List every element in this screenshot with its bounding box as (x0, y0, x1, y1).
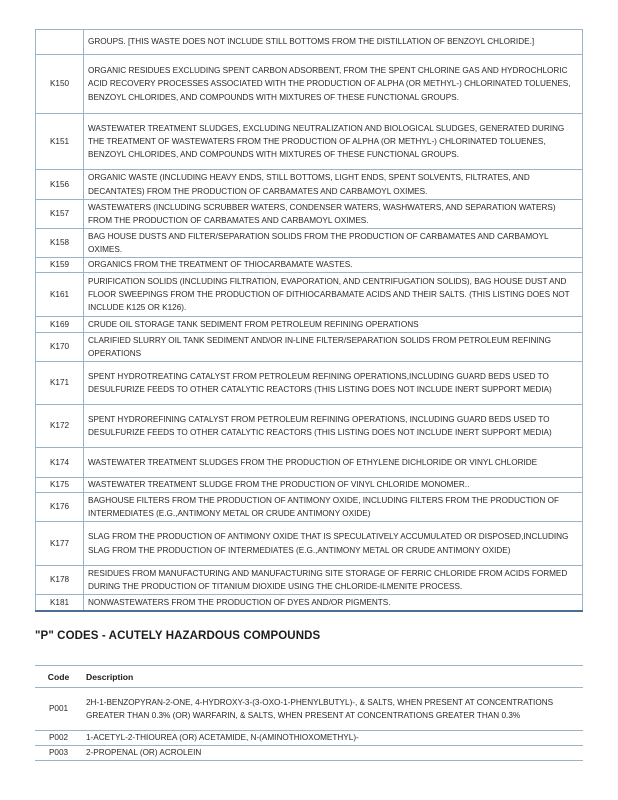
description-column-header: Description (82, 666, 583, 688)
table-row (36, 114, 583, 170)
waste-code: P002 (35, 731, 82, 746)
waste-description: WASTEWATER TREATMENT SLUDGE FROM THE PRODUCTION OF VINYL CHLORIDE MONOMER.. (84, 478, 583, 493)
waste-description: BAGHOUSE FILTERS FROM THE PRODUCTION OF ANTIMONY OXIDE, INCLUDING FILTERS FROM THE PRODUCTION OF INTERMEDIATES (E.G.,ANTIMONY METAL OR CRUDE ANTIMONY OXIDE) (84, 493, 583, 522)
waste-description: NONWASTEWATERS FROM THE PRODUCTION OF DYES AND/OR PIGMENTS. (84, 595, 583, 611)
waste-code: K172 (36, 405, 84, 448)
k-codes-table (35, 29, 583, 612)
table-row (35, 746, 583, 761)
waste-code: K161 (36, 273, 84, 317)
waste-description: BAG HOUSE DUSTS AND FILTER/SEPARATION SOLIDS FROM THE PRODUCTION OF CARBAMATES AND CARBAMOYL OXIMES. (84, 229, 583, 258)
table-row (36, 55, 583, 114)
waste-description: CRUDE OIL STORAGE TANK SEDIMENT FROM PETROLEUM REFINING OPERATIONS (84, 317, 583, 333)
waste-description: SPENT HYDROTREATING CATALYST FROM PETROLEUM REFINING OPERATIONS,INCLUDING GUARD BEDS USED TO DESULFURIZE FEEDS TO OTHER CATALYTIC REACTORS (THIS LISTING DOES NOT INCLUDE INERT SUPPORT MEDIA) (84, 362, 583, 405)
waste-code: P003 (35, 746, 82, 761)
waste-description: 2H-1-BENZOPYRAN-2-ONE, 4-HYDROXY-3-(3-OXO-1-PHENYLBUTYL)-, & SALTS, WHEN PRESENT AT CONCENTRATIONS GREATER THAN 0.3% (OR) WARFARIN, & SALTS, WHEN PRESENT AT CONCENTRATIONS GREATER THAN 0.3% (82, 688, 583, 731)
waste-description: SLAG FROM THE PRODUCTION OF ANTIMONY OXIDE THAT IS SPECULATIVELY ACCUMULATED OR DISPOSED,INCLUDING SLAG FROM THE PRODUCTION OF INTERMEDIATES (E.G.,ANTIMONY METAL OR CRUDE ANTIMONY OXIDE) (84, 522, 583, 566)
table-row (36, 170, 583, 200)
table-row (36, 333, 583, 362)
waste-description: SPENT HYDROREFINING CATALYST FROM PETROLEUM REFINING OPERATIONS, INCLUDING GUARD BEDS USED TO DESULFURIZE FEEDS TO OTHER CATALYTIC REACTORS (THIS LISTING DOES NOT INCLUDE INERT SUPPORT MEDIA) (84, 405, 583, 448)
waste-description: ORGANICS FROM THE TREATMENT OF THIOCARBAMATE WASTES. (84, 258, 583, 273)
table-row (36, 595, 583, 611)
table-header-row (35, 666, 583, 688)
table-row (36, 258, 583, 273)
waste-description: CLARIFIED SLURRY OIL TANK SEDIMENT AND/OR IN-LINE FILTER/SEPARATION SOLIDS FROM PETROLEUM REFINING OPERATIONS (84, 333, 583, 362)
waste-code: K157 (36, 200, 84, 229)
table-row (36, 362, 583, 405)
table-row (36, 448, 583, 478)
waste-code (36, 30, 84, 55)
table-row (36, 273, 583, 317)
waste-code: K151 (36, 114, 84, 170)
waste-description: PURIFICATION SOLIDS (INCLUDING FILTRATION, EVAPORATION, AND CENTRIFUGATION SOLIDS), BAG HOUSE DUST AND FLOOR SWEEPINGS FROM THE PRODUCTION OF DITHIOCARBAMATE ACIDS AND THEIR SALTS. (THIS LISTING DOES NOT INCLUDE K125 OR K126). (84, 273, 583, 317)
waste-description: GROUPS. [THIS WASTE DOES NOT INCLUDE STILL BOTTOMS FROM THE DISTILLATION OF BENZOYL CHLORIDE.] (84, 30, 583, 55)
waste-code: K170 (36, 333, 84, 362)
table-row (35, 688, 583, 731)
table-row (35, 731, 583, 746)
table-row (36, 317, 583, 333)
table-row (36, 405, 583, 448)
waste-description: WASTEWATER TREATMENT SLUDGES, EXCLUDING NEUTRALIZATION AND BIOLOGICAL SLUDGES, GENERATED DURING THE TREATMENT OF WASTEWATERS FROM THE PRODUCTION OF ALPHA (OR METHYL-) CHLORINATED TOLUENES, BENZOYL CHLORIDES, AND COMPOUNDS WITH MIXTURES OF THESE FUNCTIONAL GROUPS. (84, 114, 583, 170)
table-row (36, 522, 583, 566)
table-row (36, 229, 583, 258)
waste-description: ORGANIC WASTE (INCLUDING HEAVY ENDS, STILL BOTTOMS, LIGHT ENDS, SPENT SOLVENTS, FILTRATES, AND DECANTATES) FROM THE PRODUCTION OF CARBAMATES AND CARBAMOYL OXIMES. (84, 170, 583, 200)
waste-code: K156 (36, 170, 84, 200)
p-codes-table (35, 665, 583, 761)
table-row (36, 566, 583, 595)
waste-code: K177 (36, 522, 84, 566)
waste-description: RESIDUES FROM MANUFACTURING AND MANUFACTURING SITE STORAGE OF FERRIC CHLORIDE FROM ACIDS FORMED DURING THE PRODUCTION OF TITANIUM DIOXIDE USING THE CHLORIDE-ILMENITE PROCESS. (84, 566, 583, 595)
waste-code: K171 (36, 362, 84, 405)
waste-code: K174 (36, 448, 84, 478)
waste-description: 2-PROPENAL (OR) ACROLEIN (82, 746, 583, 761)
waste-code: K178 (36, 566, 84, 595)
table-row (36, 478, 583, 493)
waste-code: K176 (36, 493, 84, 522)
table-row (36, 493, 583, 522)
code-column-header: Code (35, 666, 82, 688)
waste-code: K150 (36, 55, 84, 114)
waste-code: K158 (36, 229, 84, 258)
table-row (36, 200, 583, 229)
waste-code: P001 (35, 688, 82, 731)
waste-code: K181 (36, 595, 84, 611)
waste-code: K175 (36, 478, 84, 493)
waste-code: K169 (36, 317, 84, 333)
table-row (36, 30, 583, 55)
waste-description: ORGANIC RESIDUES EXCLUDING SPENT CARBON ADSORBENT, FROM THE SPENT CHLORINE GAS AND HYDROCHLORIC ACID RECOVERY PROCESSES ASSOCIATED WITH THE PRODUCTION OF ALPHA (OR METHYL-) CHLORINATED TOLUENES, BENZOYL CHLORIDES, AND COMPOUNDS WITH MIXTURES OF THESE FUNCTIONAL GROUPS. (84, 55, 583, 114)
waste-description: WASTEWATERS (INCLUDING SCRUBBER WATERS, CONDENSER WATERS, WASHWATERS, AND SEPARATION WATERS) FROM THE PRODUCTION OF CARBAMATES AND CARBAMOYL OXIMES. (84, 200, 583, 229)
waste-description: 1-ACETYL-2-THIOUREA (OR) ACETAMIDE, N-(AMINOTHIOXOMETHYL)- (82, 731, 583, 746)
waste-description: WASTEWATER TREATMENT SLUDGES FROM THE PRODUCTION OF ETHYLENE DICHLORIDE OR VINYL CHLORIDE (84, 448, 583, 478)
section-title: "P" CODES - ACUTELY HAZARDOUS COMPOUNDS (35, 630, 321, 642)
waste-code: K159 (36, 258, 84, 273)
